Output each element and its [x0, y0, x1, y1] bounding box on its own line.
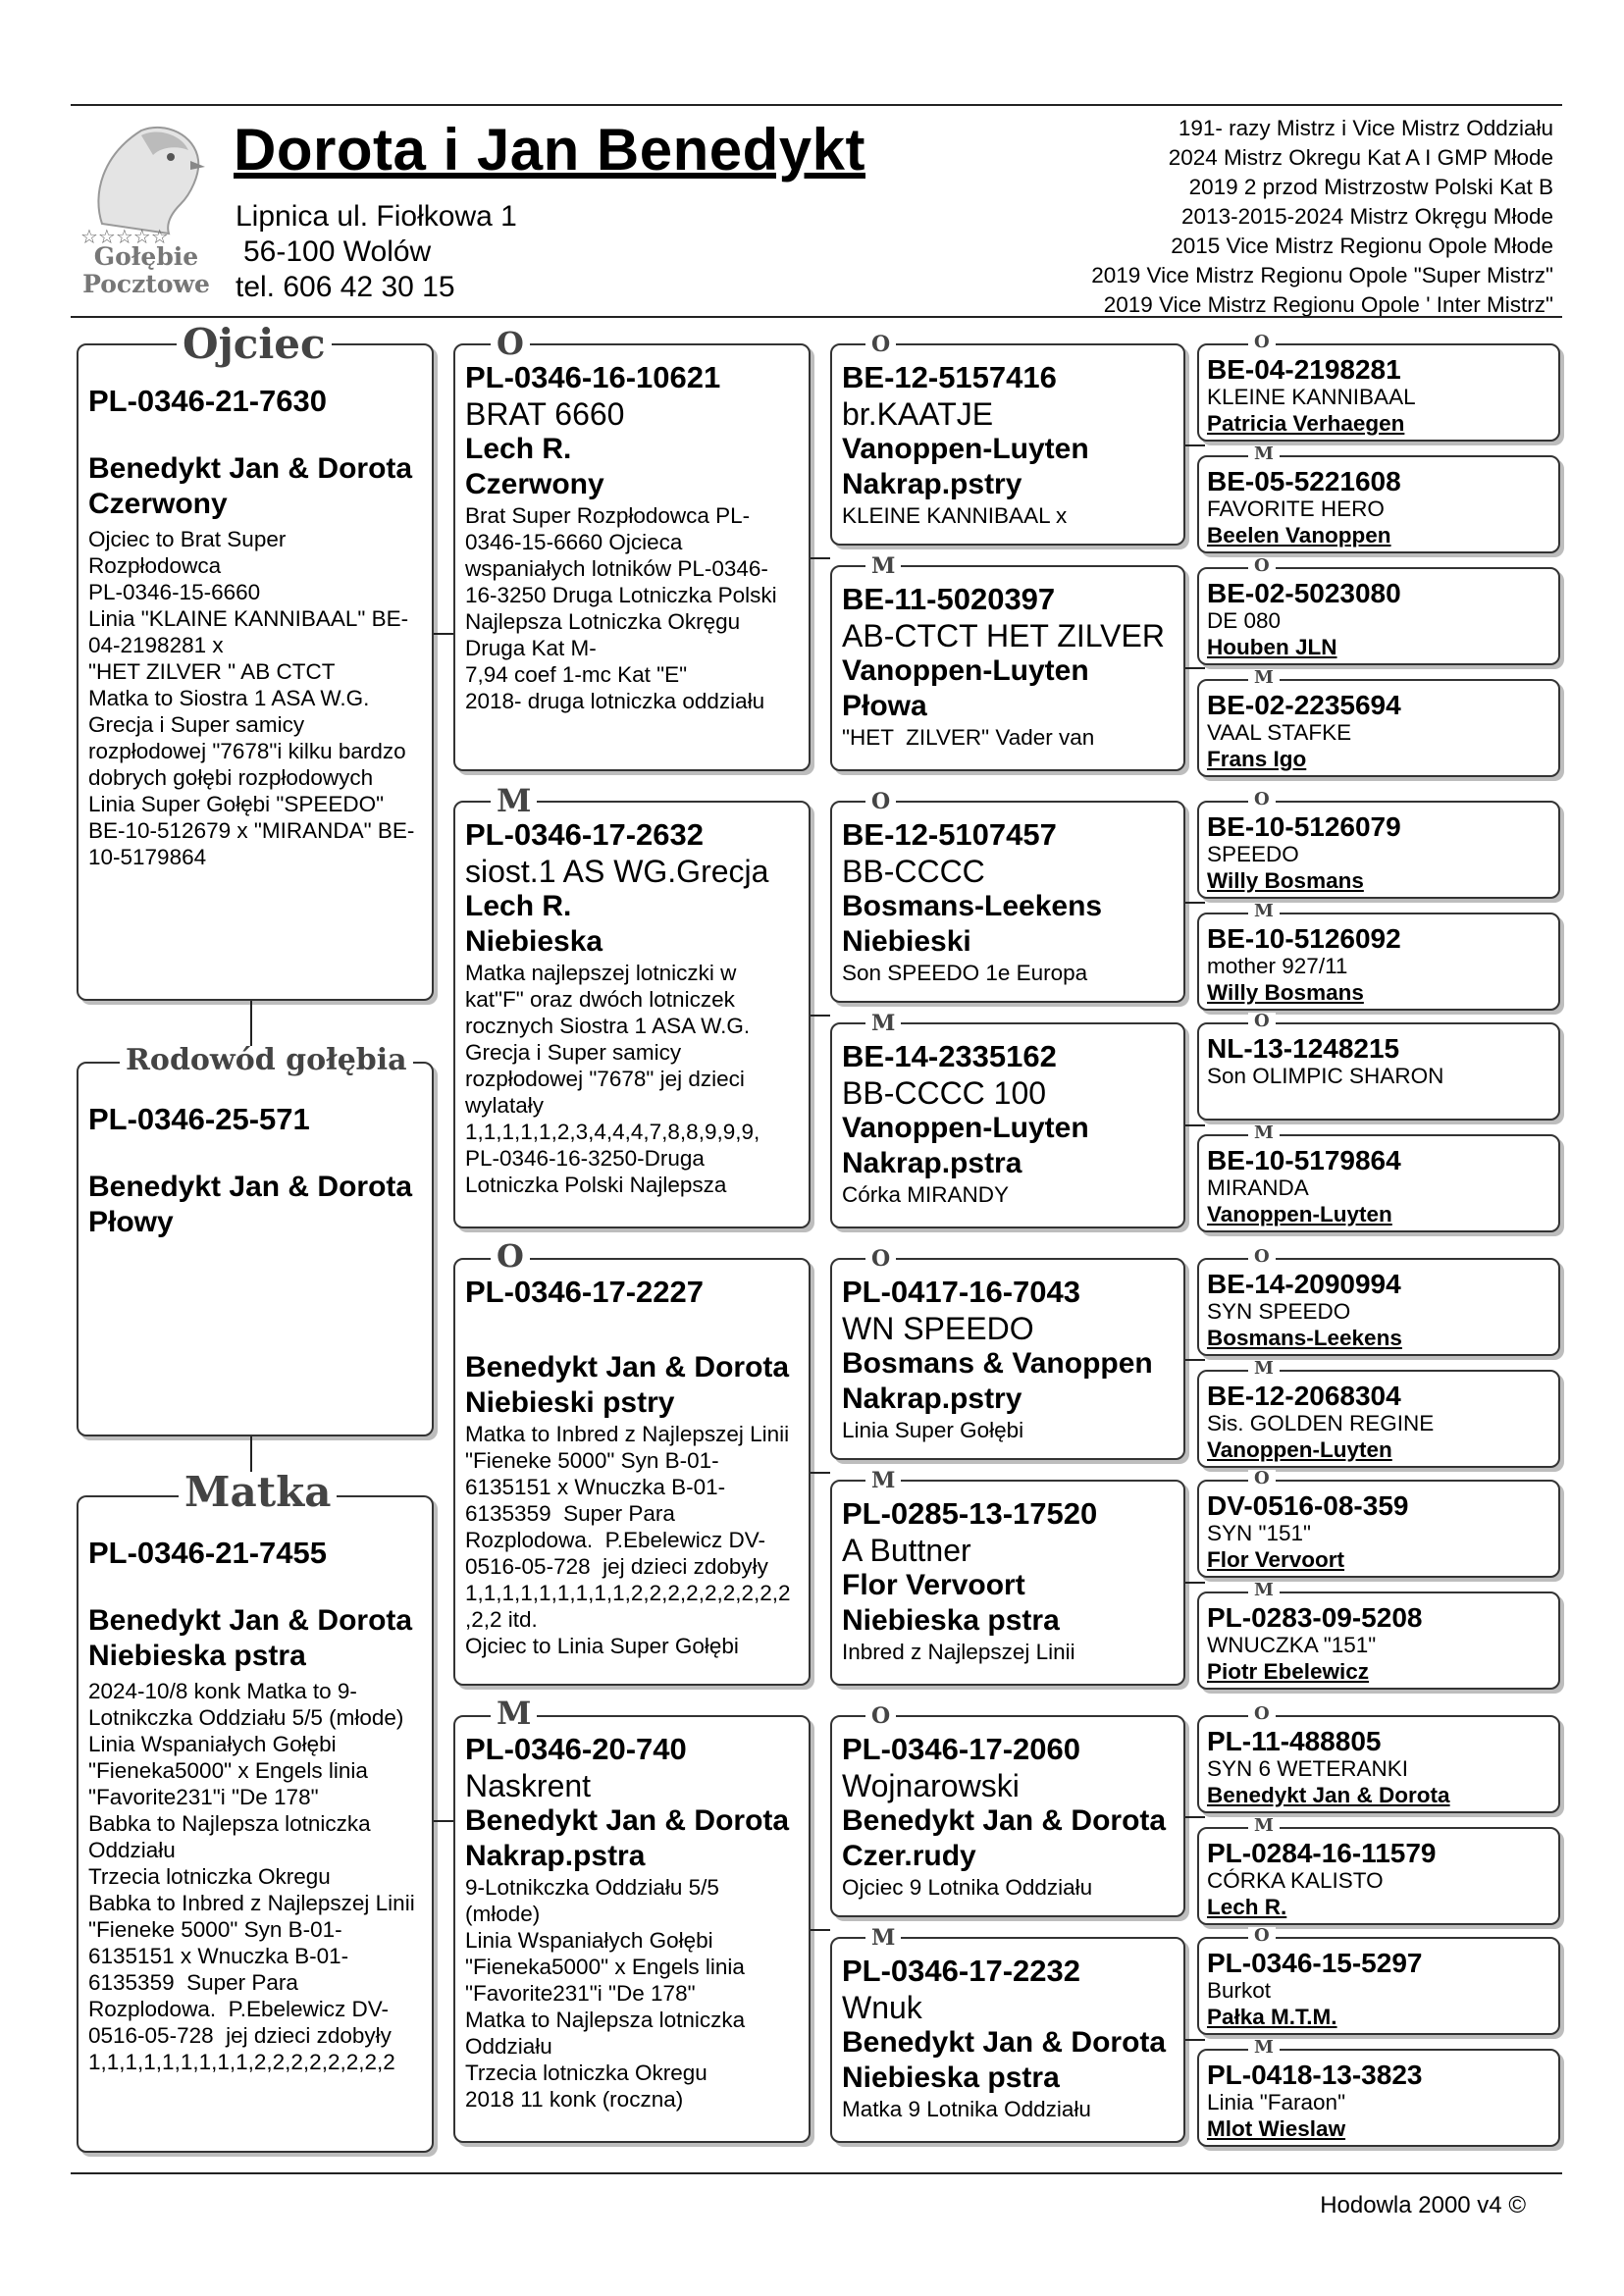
ancestor-name: WNUCZKA "151"	[1207, 1633, 1377, 1657]
ggp-color: Czer.rudy	[842, 1840, 976, 1872]
father-ring: PL-0346-21-7630	[88, 384, 327, 418]
ancestor-label: M	[1248, 1582, 1280, 1599]
great-grandparent-card	[830, 1715, 1185, 1917]
ggp-breeder: Bosmans-Leekens	[842, 890, 1103, 922]
ggp-label: M	[865, 1013, 901, 1034]
grandparent-color: Niebieski pstry	[465, 1386, 675, 1419]
grandparent-name: Naskrent	[465, 1768, 592, 1803]
ggp-color: Niebieski	[842, 925, 971, 958]
ancestor-name: Linia "Faraon"	[1207, 2090, 1346, 2114]
grandparent-ring: PL-0346-16-10621	[465, 360, 721, 394]
connector	[1185, 1816, 1205, 1818]
ancestor-name: KLEINE KANNIBAAL	[1207, 385, 1416, 409]
ancestor-name: FAVORITE HERO	[1207, 496, 1385, 521]
great-grandparent-card	[830, 1022, 1185, 1228]
ancestor-card	[1197, 1134, 1560, 1232]
ancestor-name: DE 080	[1207, 608, 1282, 633]
ggp-breeder: Benedykt Jan & Dorota	[842, 1804, 1167, 1837]
ancestor-breeder: Pałka M.T.M.	[1207, 2005, 1337, 2029]
ancestor-name: SYN 6 WETERANKI	[1207, 1756, 1409, 1781]
ancestor-card	[1197, 1827, 1560, 1925]
ancestor-card	[1197, 1022, 1560, 1121]
ancestor-name: mother 927/11	[1207, 954, 1348, 978]
ancestor-label: O	[1248, 1927, 1276, 1945]
address-line2: 56-100 Wolów	[243, 235, 432, 268]
ancestor-breeder: Lech R.	[1207, 1895, 1287, 1919]
subject-color: Płowy	[88, 1206, 174, 1238]
ggp-name: BB-CCCC 100	[842, 1075, 1047, 1111]
ggp-breeder: Vanoppen-Luyten	[842, 433, 1089, 465]
ggp-remarks: "HET ZILVER" Vader van	[842, 725, 1095, 750]
ggp-breeder: Vanoppen-Luyten	[842, 654, 1089, 687]
ancestor-ring: PL-0283-09-5208	[1207, 1602, 1423, 1633]
achievement: 2019 Vice Mistrz Regionu Opole ' Inter Mistrz"	[1103, 292, 1553, 317]
grandparent-name: BRAT 6660	[465, 396, 625, 432]
father-card	[77, 343, 434, 1001]
ggp-label: O	[865, 1705, 896, 1727]
ancestor-card	[1197, 455, 1560, 553]
ggp-name: WN SPEEDO	[842, 1311, 1034, 1346]
grandparent-name	[465, 1311, 799, 1346]
ancestor-name: SYN "151"	[1207, 1521, 1312, 1545]
ancestor-label: O	[1248, 1705, 1276, 1723]
ggp-ring: BE-12-5107457	[842, 817, 1057, 852]
ancestor-breeder: Houben JLN	[1207, 635, 1337, 659]
ancestor-ring: BE-12-2068304	[1207, 1381, 1401, 1411]
father-remarks: Ojciec to Brat Super Rozpłodowca PL-0346-15-6660 Linia "KLAINE KANNIBAAL" BE-04-2198281 x "HET ZILVER " AB CTCT Matka to Siostra 1 ASA W.G. Grecja i Super samicy rozpłodowej "7678"i kilku bardzo dobrych gołębi rozpłodowych Linia Super Gołębi "SPEEDO" BE-10-512679 x "MIRANDA" BE-10-5179864	[88, 527, 415, 869]
grandparent-label: O	[491, 328, 530, 359]
ggp-ring: PL-0346-17-2232	[842, 1954, 1080, 1988]
grandparent-label: O	[491, 1240, 530, 1272]
connector	[811, 1929, 830, 1931]
ancestor-name: SPEEDO	[1207, 842, 1299, 866]
ancestor-ring: BE-02-5023080	[1207, 578, 1401, 608]
connector	[1185, 1582, 1205, 1584]
ancestor-card	[1197, 1715, 1560, 1813]
grandparent-remarks: Brat Super Rozpłodowca PL-0346-15-6660 Ojcieca wspaniałych lotników PL-0346-16-3250 Druga Lotniczka Polski Najlepsza Lotniczka Okręgu Druga Kat M- 7,94 coef 1-mc Kat "E" 2018- druga lotniczka oddziału	[465, 503, 777, 713]
ggp-remarks: Ojciec 9 Lotnika Oddziału	[842, 1875, 1093, 1900]
grandparent-breeder: Benedykt Jan & Dorota	[465, 1804, 790, 1837]
ggp-label: O	[865, 1248, 896, 1270]
grandparent-breeder: Lech R.	[465, 890, 572, 922]
ggp-name: AB-CTCT HET ZILVER	[842, 618, 1165, 653]
father-breeder: Benedykt Jan & Dorota	[88, 452, 413, 485]
ancestor-breeder: Piotr Ebelewicz	[1207, 1659, 1370, 1684]
footer-text: Hodowla 2000 v4 ©	[1320, 2192, 1526, 2218]
ancestor-card	[1197, 801, 1560, 899]
ancestor-card	[1197, 1480, 1560, 1578]
ancestor-ring: PL-0284-16-11579	[1207, 1838, 1437, 1868]
mother-remarks: 2024-10/8 konk Matka to 9-Lotnikczka Oddziału 5/5 (młode) Linia Wspaniałych Gołębi "Fieneka5000" x Engels linia "Favorite231"i "De 178" Babka to Najlepsza lotniczka Oddziału Trzecia lotniczka Okregu Babka to Inbred z Najlepszej Linii "Fieneke 5000" Syn B-01-6135151 x Wnuczka B-01-6135359 Super Para Rozplodowa. P.Ebelewicz DV-0516-05-728 jej dzieci zdobyły 1,1,1,1,1,1,1,1,1,2,2,2,2,2,2,2,2	[88, 1679, 415, 2074]
ancestor-label: M	[1248, 2039, 1280, 2057]
ancestor-card	[1197, 1370, 1560, 1468]
achievement: 2015 Vice Mistrz Regionu Opole Młode	[1171, 234, 1553, 258]
grandparent-ring: PL-0346-17-2632	[465, 817, 704, 852]
ggp-label: M	[865, 555, 901, 577]
ggp-remarks: KLEINE KANNIBAAL x	[842, 503, 1068, 528]
connector	[434, 633, 453, 635]
pigeon-logo	[73, 116, 220, 302]
grandparent-remarks: Matka najlepszej lotniczki w kat"F" oraz dwóch lotniczek rocznych Siostra 1 ASA W.G. Grecja i Super samicy rozpłodowej "7678" jej dzieci wylatały 1,1,1,1,1,2,3,4,4,4,7,8,8,9,9,9, PL-0346-16-3250-Druga Lotniczka Polski Najlepsza	[465, 961, 760, 1197]
ancestor-breeder: Beelen Vanoppen	[1207, 523, 1391, 548]
ggp-remarks: Córka MIRANDY	[842, 1182, 1010, 1207]
father-color: Czerwony	[88, 488, 228, 520]
ggp-color: Nakrap.pstry	[842, 1383, 1022, 1415]
ancestor-ring: PL-0418-13-3823	[1207, 2060, 1423, 2090]
connector	[1185, 1359, 1205, 1361]
ancestor-ring: BE-10-5126092	[1207, 923, 1401, 954]
mother-breeder: Benedykt Jan & Dorota	[88, 1604, 413, 1637]
ancestor-card	[1197, 343, 1560, 442]
achievement: 2024 Mistrz Okregu Kat A I GMP Młode	[1168, 145, 1553, 170]
connector	[811, 1472, 830, 1474]
achievement: 2013-2015-2024 Mistrz Okręgu Młode	[1181, 204, 1553, 229]
ancestor-ring: BE-10-5179864	[1207, 1145, 1401, 1175]
ancestor-name: Sis. GOLDEN REGINE	[1207, 1411, 1435, 1435]
ggp-ring: PL-0285-13-17520	[842, 1496, 1098, 1531]
ancestor-card	[1197, 679, 1560, 777]
ggp-label: M	[865, 1470, 901, 1491]
ggp-label: O	[865, 334, 896, 355]
ancestor-breeder: Mlot Wieslaw	[1207, 2116, 1346, 2141]
address-line1: Lipnica ul. Fiołkowa 1	[236, 200, 517, 233]
ggp-color: Nakrap.pstra	[842, 1147, 1022, 1179]
ancestor-label: M	[1248, 669, 1280, 687]
connector	[1185, 1124, 1205, 1126]
mother-ring: PL-0346-21-7455	[88, 1536, 327, 1570]
great-grandparent-card	[830, 343, 1185, 546]
ggp-name: A Buttner	[842, 1533, 971, 1568]
top-rule	[71, 104, 1562, 106]
ancestor-label: M	[1248, 903, 1280, 920]
phone: tel. 606 42 30 15	[236, 271, 455, 303]
ancestor-name: CÓRKA KALISTO	[1207, 1868, 1384, 1893]
ancestor-label: O	[1248, 1470, 1276, 1487]
connector	[1185, 2039, 1205, 2041]
grandparent-breeder: Benedykt Jan & Dorota	[465, 1351, 790, 1383]
ancestor-breeder: Flor Vervoort	[1207, 1547, 1345, 1572]
grandparent-ring: PL-0346-17-2227	[465, 1275, 704, 1309]
footer-rule	[71, 2172, 1562, 2174]
ancestor-card	[1197, 567, 1560, 665]
mother-label: Matka	[179, 1472, 337, 1513]
ggp-name: BB-CCCC	[842, 854, 985, 889]
ggp-name: Wojnarowski	[842, 1768, 1020, 1803]
ancestor-name: Burkot	[1207, 1978, 1272, 2003]
ancestor-label: O	[1248, 1013, 1276, 1030]
ancestor-label: O	[1248, 1248, 1276, 1266]
ggp-ring: BE-11-5020397	[842, 582, 1056, 616]
connector	[1185, 902, 1205, 904]
grandparent-remarks: 9-Lotnikczka Oddziału 5/5 (młode) Linia Wspaniałych Gołębi "Fieneka5000" x Engels linia "Favorite231"i "De 178" Matka to Najlepsza lotniczka Oddziału Trzecia lotniczka Okregu 2018 11 konk (roczna)	[465, 1875, 746, 2112]
ggp-remarks: Matka 9 Lotnika Oddziału	[842, 2097, 1091, 2121]
connector	[811, 557, 830, 559]
ggp-color: Nakrap.pstry	[842, 468, 1022, 500]
ancestor-ring: DV-0516-08-359	[1207, 1490, 1409, 1521]
ggp-remarks: Inbred z Najlepszej Linii	[842, 1640, 1075, 1664]
svg-text:☆☆☆☆☆: ☆☆☆☆☆	[80, 225, 169, 248]
ggp-name: br.KAATJE	[842, 396, 994, 432]
header-rule	[71, 316, 1562, 318]
ancestor-label: O	[1248, 791, 1276, 809]
subject-card	[77, 1062, 434, 1436]
mother-color: Niebieska pstra	[88, 1640, 306, 1672]
ggp-breeder: Vanoppen-Luyten	[842, 1112, 1089, 1144]
subject-breeder: Benedykt Jan & Dorota	[88, 1171, 413, 1203]
ggp-breeder: Flor Vervoort	[842, 1569, 1025, 1601]
page-title: Dorota i Jan Benedykt	[234, 117, 865, 183]
ggp-remarks: Linia Super Gołębi	[842, 1418, 1024, 1442]
ancestor-card	[1197, 1258, 1560, 1356]
ancestor-name: MIRANDA	[1207, 1175, 1309, 1200]
ancestor-breeder: Willy Bosmans	[1207, 980, 1364, 1005]
father-label: Ojciec	[177, 324, 332, 365]
grandparent-ring: PL-0346-20-740	[465, 1732, 687, 1766]
grandparent-card	[453, 801, 811, 1228]
ggp-label: M	[865, 1927, 901, 1949]
ancestor-name: SYN SPEEDO	[1207, 1299, 1351, 1324]
ancestor-card	[1197, 2049, 1560, 2147]
ancestor-ring: PL-0346-15-5297	[1207, 1948, 1423, 1978]
connector	[1185, 444, 1205, 446]
achievement: 2019 Vice Mistrz Regionu Opole "Super Mistrz"	[1091, 263, 1553, 287]
achievement: 2019 2 przod Mistrzostw Polski Kat B	[1188, 175, 1553, 199]
great-grandparent-card	[830, 1937, 1185, 2143]
ggp-ring: BE-12-5157416	[842, 360, 1057, 394]
connector	[1185, 667, 1205, 669]
ancestor-breeder: Bosmans-Leekens	[1207, 1326, 1402, 1350]
ancestor-breeder: Willy Bosmans	[1207, 868, 1364, 893]
ancestor-breeder: Patricia Verhaegen	[1207, 411, 1405, 436]
grandparent-label: M	[491, 785, 537, 816]
logo-text-line2: Pocztowe	[82, 270, 210, 298]
ancestor-breeder: Vanoppen-Luyten	[1207, 1437, 1392, 1462]
ggp-color: Płowa	[842, 690, 927, 722]
ancestor-breeder: Vanoppen-Luyten	[1207, 1202, 1392, 1226]
ancestor-breeder: Benedykt Jan & Dorota	[1207, 1783, 1450, 1807]
connector	[811, 1015, 830, 1017]
grandparent-color: Nakrap.pstra	[465, 1840, 646, 1872]
ancestor-breeder: Frans Igo	[1207, 747, 1307, 771]
connector	[434, 1820, 453, 1822]
logo-text-line1: Gołębie	[93, 242, 199, 271]
ancestor-name: VAAL STAFKE	[1207, 720, 1352, 745]
ggp-name: Wnuk	[842, 1990, 922, 2025]
ggp-ring: PL-0346-17-2060	[842, 1732, 1080, 1766]
ggp-ring: PL-0417-16-7043	[842, 1275, 1080, 1309]
ancestor-label: O	[1248, 557, 1276, 575]
ggp-ring: BE-14-2335162	[842, 1039, 1057, 1073]
ggp-breeder: Bosmans & Vanoppen	[842, 1347, 1153, 1380]
ggp-breeder: Benedykt Jan & Dorota	[842, 2026, 1167, 2059]
ancestor-ring: NL-13-1248215	[1207, 1033, 1400, 1064]
achievement: 191- razy Mistrz i Vice Mistrz Oddziału	[1178, 116, 1553, 140]
grandparent-name: siost.1 AS WG.Grecja	[465, 854, 769, 889]
grandparent-color: Niebieska	[465, 925, 603, 958]
grandparent-label: M	[491, 1697, 537, 1729]
ancestor-label: M	[1248, 1360, 1280, 1378]
ancestor-ring: BE-02-2235694	[1207, 690, 1401, 720]
grandparent-remarks: Matka to Inbred z Najlepszej Linii "Fieneke 5000" Syn B-01-6135151 x Wnuczka B-01-6135359 Super Para Rozplodowa. P.Ebelewicz DV-0516-05-728 jej dzieci zdobyły 1,1,1,1,1,1,1,1,1,2,2,2,2,2,2,2,2,2 ,2,2 itd. Ojciec to Linia Super Gołębi	[465, 1422, 791, 1658]
grandparent-card	[453, 343, 811, 771]
ancestor-card	[1197, 1592, 1560, 1690]
ggp-remarks: Son SPEEDO 1e Europa	[842, 961, 1088, 985]
grandparent-card	[453, 1258, 811, 1686]
great-grandparent-card	[830, 1258, 1185, 1460]
logo-text	[73, 243, 220, 298]
ancestor-ring: BE-04-2198281	[1207, 354, 1401, 385]
ggp-color: Niebieska pstra	[842, 2061, 1060, 2094]
great-grandparent-card	[830, 1480, 1185, 1686]
grandparent-color: Czerwony	[465, 468, 604, 500]
ancestor-card	[1197, 1937, 1560, 2035]
achievements	[945, 114, 1553, 320]
ancestor-name: Son OLIMPIC SHARON	[1207, 1064, 1444, 1088]
ancestor-ring: BE-10-5126079	[1207, 811, 1401, 842]
grandparent-card	[453, 1715, 811, 2143]
great-grandparent-card	[830, 565, 1185, 771]
ggp-label: O	[865, 791, 896, 812]
ancestor-ring: PL-11-488805	[1207, 1726, 1382, 1756]
ggp-color: Niebieska pstra	[842, 1604, 1060, 1637]
ancestor-ring: BE-05-5221608	[1207, 466, 1401, 496]
ancestor-label: M	[1248, 1124, 1280, 1142]
ancestor-label: M	[1248, 1817, 1280, 1835]
ancestor-ring: BE-14-2090994	[1207, 1269, 1401, 1299]
ancestor-label: M	[1248, 445, 1280, 463]
subject-ring: PL-0346-25-571	[88, 1102, 310, 1136]
grandparent-breeder: Lech R.	[465, 433, 572, 465]
ancestor-card	[1197, 913, 1560, 1011]
great-grandparent-card	[830, 801, 1185, 1003]
mother-card	[77, 1495, 434, 2153]
ancestor-label: O	[1248, 334, 1276, 351]
pedigree-label: Rodowód gołębia	[120, 1046, 413, 1075]
